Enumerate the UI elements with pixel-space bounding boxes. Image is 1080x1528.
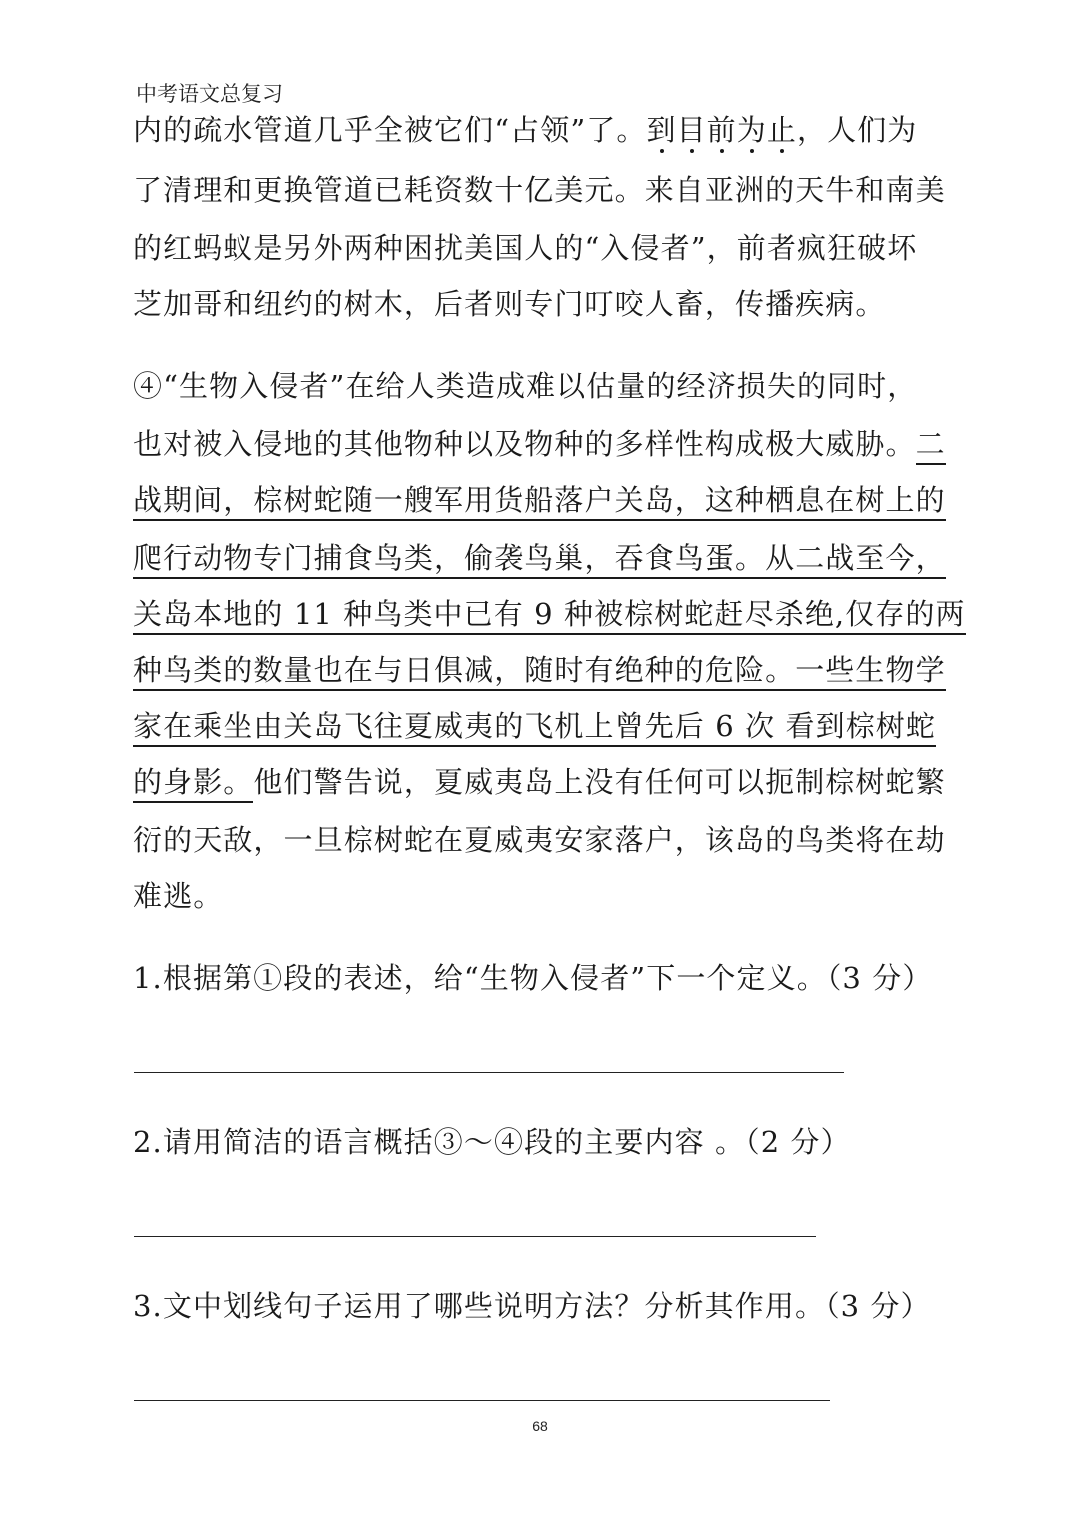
text-line — [133, 594, 966, 634]
text-line — [133, 650, 946, 690]
question-3: 3.文中划线句子运用了哪些说明方法？分析其作用。（3 分） — [133, 1289, 931, 1323]
underlined-text: 的身影。 — [133, 765, 253, 803]
underlined-text: 战期间，棕树蛇随一艘军用货船落户关岛，这种栖息在树上的 — [133, 483, 946, 521]
text-line: 也对被入侵地的其他物种以及物种的多样性构成极大威胁。二 — [133, 424, 946, 464]
text-line — [133, 538, 946, 578]
text-line: 的红蚂蚁是另外两种困扰美国人的“入侵者”，前者疯狂破坏 — [133, 231, 918, 265]
text-line: 衍的天敌，一旦棕树蛇在夏威夷安家落户，该岛的鸟类将在劫 — [133, 823, 946, 857]
text-line: 芝加哥和纽约的树木，后者则专门叮咬人畜，传播疾病。 — [133, 287, 886, 321]
text-line: 难逃。 — [133, 879, 224, 913]
emphasis-char: 止 — [766, 113, 797, 147]
emphasis-char: 到 — [646, 113, 677, 147]
page-number: 68 — [532, 1418, 548, 1434]
answer-line-1[interactable] — [134, 1072, 844, 1073]
emphasis-char: 目 — [676, 113, 707, 147]
emphasis-char: 前 — [706, 113, 737, 147]
emphasis-char: 为 — [736, 113, 767, 147]
question-2: 2.请用简洁的语言概括③～④段的主要内容 。（2 分） — [133, 1125, 851, 1159]
text-line — [133, 480, 946, 520]
text-line: 内的疏水管道几乎全被它们“占领”了。到目前为止，人们为 — [133, 113, 918, 147]
underlined-text: 种鸟类的数量也在与日俱减，随时有绝种的危险。一些生物学 — [133, 653, 946, 691]
underlined-text: 家在乘坐由关岛飞往夏威夷的飞机上曾先后 6 次 看到棕树蛇 — [133, 709, 936, 747]
question-1: 1.根据第①段的表述，给“生物入侵者”下一个定义。（3 分） — [133, 961, 933, 995]
text-line: 的身影。他们警告说，夏威夷岛上没有任何可以扼制棕树蛇繁 — [133, 762, 946, 802]
page-header: 中考语文总复习 — [136, 82, 283, 106]
underlined-text: 爬行动物专门捕食鸟类，偷袭鸟巢，吞食鸟蛋。从二战至今， — [133, 541, 946, 579]
text-line: ④“生物入侵者”在给人类造成难以估量的经济损失的同时， — [133, 369, 918, 403]
underlined-text: 二 — [916, 427, 946, 465]
answer-line-3[interactable] — [134, 1400, 830, 1401]
underlined-text: 关岛本地的 11 种鸟类中已有 9 种被棕树蛇赶尽杀绝,仅存的两 — [133, 597, 966, 635]
text-line — [133, 706, 936, 746]
answer-line-2[interactable] — [134, 1236, 816, 1237]
emphasis-dotted-text — [646, 113, 797, 147]
text-line: 了清理和更换管道已耗资数十亿美元。来自亚洲的天牛和南美 — [133, 173, 946, 207]
